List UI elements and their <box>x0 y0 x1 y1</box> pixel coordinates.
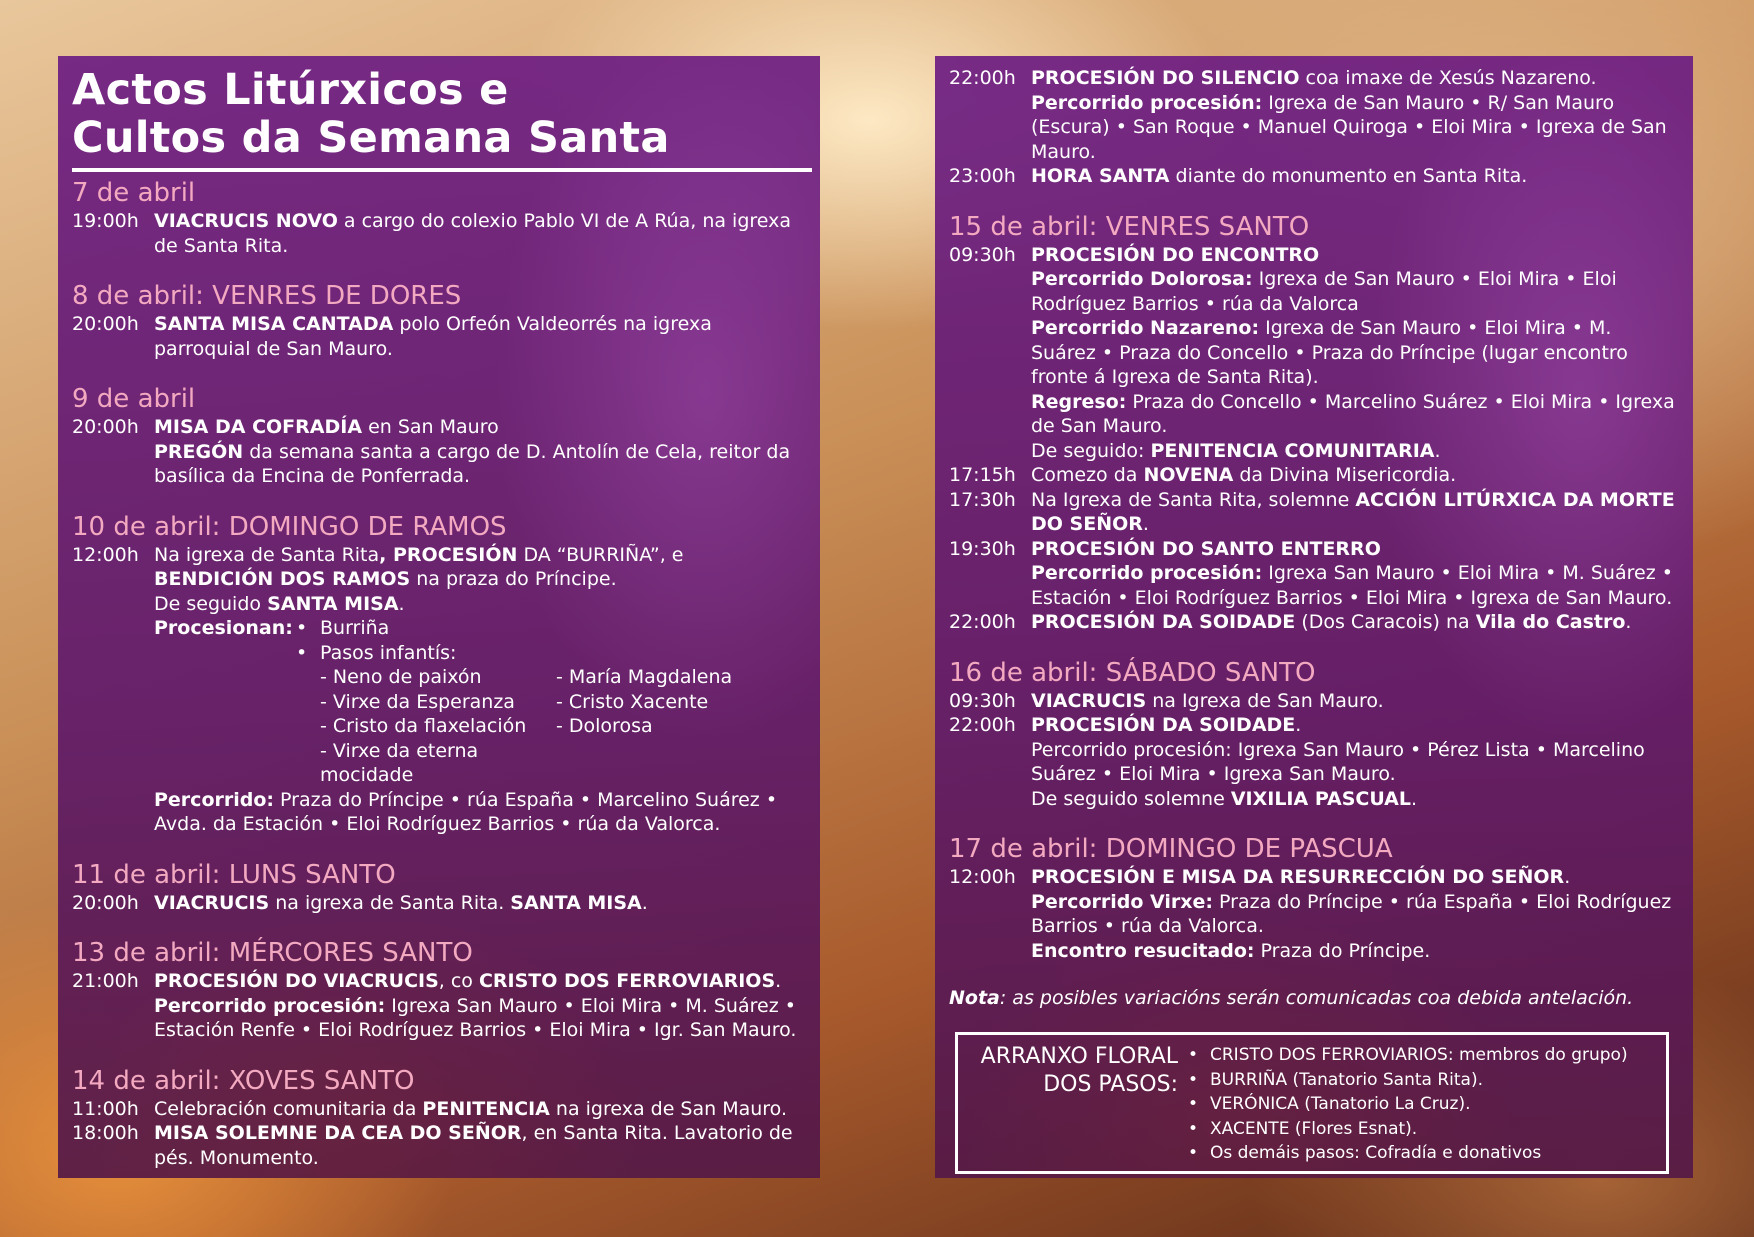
event-row <box>949 66 1679 91</box>
list-item: • Os demáis pasos: Cofradía e donativos <box>1188 1143 1542 1163</box>
event-row <box>72 891 806 916</box>
event-row <box>949 164 1679 189</box>
day-section-7-april <box>72 178 806 258</box>
floral-list <box>1188 1043 1656 1171</box>
event-row <box>949 865 1679 890</box>
event-route: Percorrido Nazareno: Igrexa de San Mauro • Eloi Mira • M. Suárez • Praza do Concello • Praza do Príncipe (lugar encontro fronte á Igrexa de Santa Rita). <box>1031 317 1628 388</box>
event-description: Na igrexa de Santa Rita, PROCESIÓN DA “BURRIÑA”, e BENDICIÓN DOS RAMOS na praza do Príncipe. <box>154 543 684 590</box>
event-row <box>72 312 806 361</box>
day-section-14-april <box>72 1066 806 1171</box>
event-description: HORA SANTA diante do monumento en Santa Rita. <box>1031 165 1528 187</box>
day-heading: 15 de abril: VENRES SANTO <box>949 211 1310 242</box>
event-row <box>949 610 1679 635</box>
event-route: Percorrido procesión: Igrexa San Mauro • Pérez Lista • Marcelino Suárez • Eloi Mira • Igrexa San Mauro. <box>1031 738 1645 785</box>
list-item: • CRISTO DOS FERROVIARIOS: membros do grupo) <box>1188 1045 1628 1065</box>
paso-item: - María Magdalena <box>556 666 733 688</box>
event-row <box>949 488 1679 537</box>
event-description: PROCESIÓN DO SILENCIO coa imaxe de Xesús Nazareno. <box>1031 67 1597 89</box>
day-heading: 7 de abril <box>72 178 196 208</box>
paso-item: - Virxe da eterna mocidade <box>320 739 479 786</box>
day-section-13-april <box>72 938 806 1043</box>
event-detail: PREGÓN da semana santa a cargo de D. Antolín de Cela, reitor da basílica da Encina de Ponferrada. <box>154 440 791 487</box>
day-section-17-april <box>949 834 1679 963</box>
event-row <box>72 1097 806 1122</box>
event-time: 22:00h <box>949 67 1016 89</box>
procession-list <box>154 616 806 788</box>
event-row <box>949 463 1679 488</box>
event-row <box>72 209 806 258</box>
floral-arrangement-box <box>955 1032 1669 1174</box>
paso-item: - Virxe da Esperanza <box>320 690 515 713</box>
event-detail: De seguido SANTA MISA. <box>154 592 405 615</box>
day-section-16-april <box>949 658 1679 812</box>
day-heading: 8 de abril: VENRES DE DORES <box>72 281 462 311</box>
left-program-panel <box>58 56 820 1178</box>
event-time: 22:00h <box>949 611 1016 633</box>
event-description: Comezo da NOVENA da Divina Misericordia. <box>1031 464 1457 486</box>
title-line-1: Actos Litúrxicos e <box>72 65 509 115</box>
event-description: PROCESIÓN DO SANTO ENTERRO <box>1031 537 1381 560</box>
event-time: 21:00h <box>72 970 139 992</box>
event-time: 20:00h <box>72 313 139 335</box>
paso-item: - Cristo da flaxelación <box>320 715 527 737</box>
day-heading: 9 de abril <box>72 384 196 414</box>
title-line-2: Cultos da Semana Santa <box>72 113 670 163</box>
right-program-panel <box>935 56 1693 1178</box>
event-description: MISA DA COFRADÍA en San Mauro <box>154 416 499 438</box>
day-heading: 13 de abril: MÉRCORES SANTO <box>72 938 473 968</box>
event-route: Percorrido Dolorosa: Igrexa de San Mauro • Eloi Mira • Eloi Rodríguez Barrios • rúa da Valorca <box>1031 268 1617 315</box>
event-time: 18:00h <box>72 1122 139 1144</box>
note-text: Nota: as posibles variacións serán comunicadas coa debida antelación. <box>949 987 1634 1009</box>
event-time: 11:00h <box>72 1097 139 1120</box>
title-underline <box>72 168 812 172</box>
event-detail: Encontro resucitado: Praza do Príncipe. <box>1031 939 1431 962</box>
list-item: • Burriña <box>296 617 390 639</box>
event-row <box>72 969 806 994</box>
event-row <box>949 713 1679 738</box>
day-heading: 14 de abril: XOVES SANTO <box>72 1065 415 1096</box>
event-row <box>949 689 1679 714</box>
paso-item <box>556 739 746 788</box>
event-row <box>72 1121 806 1170</box>
list-item: • VERÓNICA (Tanatorio La Cruz). <box>1188 1094 1471 1114</box>
event-route: Percorrido procesión: Igrexa San Mauro • Eloi Mira • M. Suárez • Estación Renfe • Eloi Rodríguez Barrios • Eloi Mira • Igr. San Mauro. <box>154 994 797 1041</box>
day-heading: 17 de abril: DOMINGO DE PASCUA <box>949 834 1393 864</box>
event-time: 09:30h <box>949 689 1016 712</box>
page-title <box>72 66 806 162</box>
event-description: SANTA MISA CANTADA polo Orfeón Valdeorrés na igrexa parroquial de San Mauro. <box>154 313 712 360</box>
event-detail: De seguido: PENITENCIA COMUNITARIA. <box>1031 439 1441 462</box>
event-time: 20:00h <box>72 891 139 914</box>
day-section-8-april <box>72 281 806 361</box>
day-section-10-april <box>72 512 806 837</box>
event-description: PROCESIÓN DO VIACRUCIS, co CRISTO DOS FERROVIARIOS. <box>154 970 782 992</box>
list-item: • Pasos infantís: <box>296 641 457 664</box>
day-section-14-april-continued <box>949 66 1679 189</box>
day-section-15-april <box>949 212 1679 635</box>
day-section-11-april <box>72 860 806 916</box>
event-route: Percorrido procesión: Igrexa San Mauro • Eloi Mira • M. Suárez • Estación • Eloi Rodríguez Barrios • Eloi Mira • Igrexa de San Mauro. <box>1031 562 1673 609</box>
event-route: Percorrido: Praza do Príncipe • rúa España • Marcelino Suárez • Avda. da Estación • Eloi Rodríguez Barrios • rúa da Valorca. <box>154 788 778 835</box>
paso-item: - Dolorosa <box>556 715 653 737</box>
event-time: 12:00h <box>949 866 1016 888</box>
event-time: 23:00h <box>949 165 1016 187</box>
event-time: 22:00h <box>949 714 1016 736</box>
event-time: 17:15h <box>949 464 1016 486</box>
day-section-9-april <box>72 384 806 489</box>
event-route: Percorrido Virxe: Praza do Príncipe • rúa España • Eloi Rodríguez Barrios • rúa da Valorca. <box>1031 890 1672 937</box>
event-description: Na Igrexa de Santa Rita, solemne ACCIÓN LITÚRXICA DA MORTE DO SEÑOR. <box>1031 488 1675 535</box>
event-time: 12:00h <box>72 543 139 566</box>
event-time: 09:30h <box>949 243 1016 266</box>
day-heading: 16 de abril: SÁBADO SANTO <box>949 657 1316 688</box>
event-route: Regreso: Praza do Concello • Marcelino Suárez • Eloi Mira • Igrexa de San Mauro. <box>1031 390 1675 437</box>
event-description: PROCESIÓN E MISA DA RESURRECCIÓN DO SEÑOR. <box>1031 866 1571 888</box>
event-detail: De seguido solemne VIXILIA PASCUAL. <box>1031 787 1418 810</box>
list-item: • XACENTE (Flores Esnat). <box>1188 1118 1418 1139</box>
paso-item: - Neno de paixón <box>320 666 482 688</box>
event-time: 20:00h <box>72 416 139 438</box>
pasos-grid <box>320 665 806 788</box>
event-description: PROCESIÓN DO ENCONTRO <box>1031 243 1320 266</box>
paso-item: - Cristo Xacente <box>556 690 709 713</box>
event-description: Celebración comunitaria da PENITENCIA na igrexa de San Mauro. <box>154 1097 788 1120</box>
event-description: VIACRUCIS na Igrexa de San Mauro. <box>1031 689 1384 712</box>
event-description: VIACRUCIS na igrexa de Santa Rita. SANTA MISA. <box>154 891 648 914</box>
event-row <box>949 243 1679 268</box>
event-description: MISA SOLEMNE DA CEA DO SEÑOR, en Santa Rita. Lavatorio de pés. Monumento. <box>154 1122 793 1169</box>
floral-title: ARRANXO FLORAL DOS PASOS: <box>980 1044 1178 1097</box>
event-row <box>72 543 806 592</box>
event-description: VIACRUCIS NOVO a cargo do colexio Pablo VI de A Rúa, na igrexa de Santa Rita. <box>154 210 792 257</box>
event-time: 19:30h <box>949 537 1016 560</box>
event-time: 17:30h <box>949 488 1016 511</box>
procession-label: Procesionan: <box>154 617 293 639</box>
event-row <box>949 537 1679 562</box>
event-description: PROCESIÓN DA SOIDADE. <box>1031 714 1302 736</box>
event-row <box>72 415 806 440</box>
day-heading: 11 de abril: LUNS SANTO <box>72 859 396 890</box>
list-item: • BURRIÑA (Tanatorio Santa Rita). <box>1188 1069 1484 1090</box>
event-time: 19:00h <box>72 210 139 232</box>
event-description: PROCESIÓN DA SOIDADE (Dos Caracois) na Vila do Castro. <box>1031 611 1632 633</box>
day-heading: 10 de abril: DOMINGO DE RAMOS <box>72 511 507 542</box>
event-route: Percorrido procesión: Igrexa de San Mauro • R/ San Mauro (Escura) • San Roque • Manuel Quiroga • Eloi Mira • Igrexa de San Mauro. <box>1031 91 1667 163</box>
